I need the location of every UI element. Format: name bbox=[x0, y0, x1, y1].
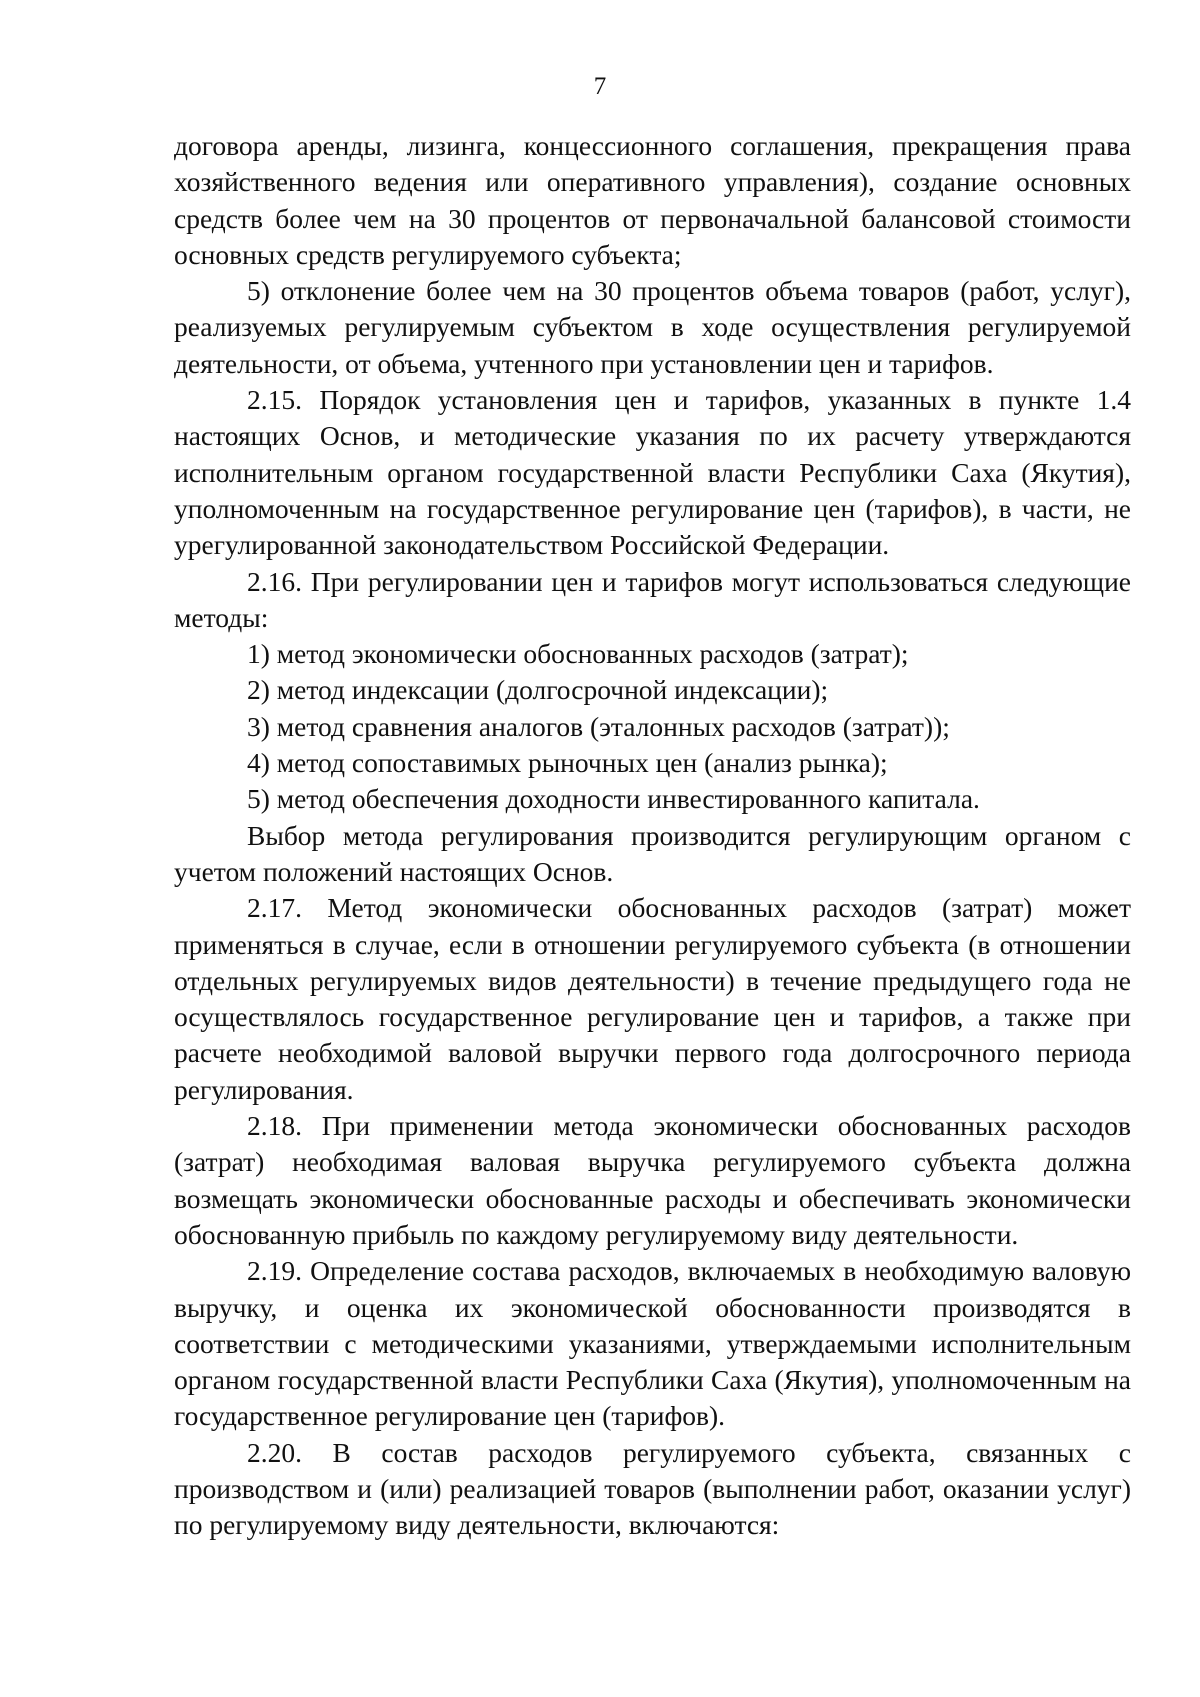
document-body bbox=[174, 128, 1131, 1544]
paragraph-2-17: 2.17. Метод экономически обоснованных расходов (затрат) может применяться в случае, если в отношении регулируемого субъекта (в отношении отдельных регулируемых видов деятельности) в течение предыдущего года не осуществлялось государственное регулирование цен и тарифов, а также при расчете необходимой валовой выручки первого года долгосрочного периода регулирования. bbox=[174, 892, 1131, 1105]
paragraph-2-20: 2.20. В состав расходов регулируемого субъекта, связанных с производством и (или) реализацией товаров (выполнении работ, оказании услуг) по регулируемому виду деятельности, включаются: bbox=[174, 1436, 1131, 1541]
paragraph-item-5: 5) отклонение более чем на 30 процентов объема товаров (работ, услуг), реализуемых регулируемым субъектом в ходе осуществления регулируемой деятельности, от объема, учтенного при установлении цен и тарифов. bbox=[174, 275, 1131, 379]
list-item-method-1: 1) метод экономически обоснованных расходов (затрат); bbox=[247, 638, 909, 670]
paragraph-continuation: договора аренды, лизинга, концессионного соглашения, прекращения права хозяйственного ведения или оперативного управления), создание основных средств более чем на 30 процентов от первоначальной балансовой стоимости основных средств регулируемого субъекта; bbox=[174, 130, 1131, 270]
paragraph-2-18: 2.18. При применении метода экономически обоснованных расходов (затрат) необходимая валовая выручка регулируемого субъекта должна возмещать экономически обоснованные расходы и обеспечивать экономически обоснованную прибыль по каждому регулируемому виду деятельности. bbox=[174, 1110, 1131, 1250]
paragraph-2-16: 2.16. При регулировании цен и тарифов могут использоваться следующие методы: bbox=[174, 565, 1131, 633]
list-item-method-4: 4) метод сопоставимых рыночных цен (анализ рынка); bbox=[247, 747, 888, 779]
list-item-method-5: 5) метод обеспечения доходности инвестированного капитала. bbox=[247, 783, 980, 815]
paragraph-2-15: 2.15. Порядок установления цен и тарифов, указанных в пункте 1.4 настоящих Основ, и методические указания по их расчету утверждаются исполнительным органом государственной власти Республики Саха (Якутия), уполномоченным на государственное регулирование цен (тарифов), в части, не урегулированной законодательством Российской Федерации. bbox=[174, 384, 1131, 561]
list-item-method-3: 3) метод сравнения аналогов (эталонных расходов (затрат)); bbox=[247, 710, 950, 742]
paragraph-2-19: 2.19. Определение состава расходов, включаемых в необходимую валовую выручку, и оценка их экономической обоснованности производятся в соответствии с методическими указаниями, утверждаемыми исполнительным органом государственной власти Республики Саха (Якутия), уполномоченным на государственное регулирование цен (тарифов). bbox=[174, 1255, 1131, 1432]
paragraph-method-choice: Выбор метода регулирования производится регулирующим органом с учетом положений настоящих Основ. bbox=[174, 819, 1131, 887]
list-item-method-2: 2) метод индексации (долгосрочной индексации); bbox=[247, 674, 829, 706]
page-number: 7 bbox=[593, 73, 607, 100]
